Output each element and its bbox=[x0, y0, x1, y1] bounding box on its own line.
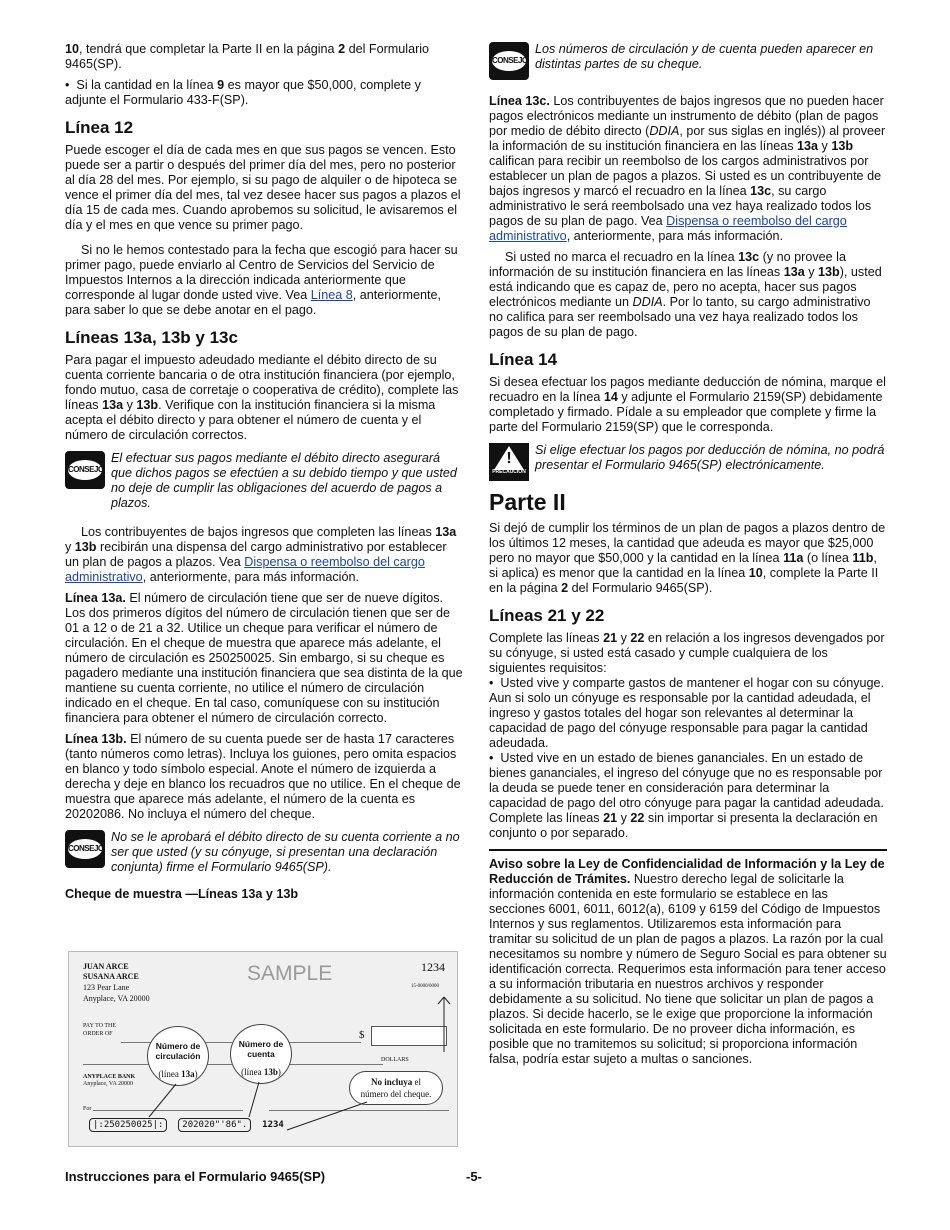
lineas21-paragraph-2: Complete las líneas 21 y 22 sin importar si presenta la declaración en conjunto o por separado. bbox=[489, 811, 878, 840]
check-address-2: Anyplace, VA 20000 bbox=[83, 994, 150, 1003]
check-address-1: 123 Pear Lane bbox=[83, 983, 130, 992]
linea12-paragraph-1: Puede escoger el día de cada mes en que sus pagos se vencen. Esto puede ser a partir o después del primer día del mes, pero no posterior al día 28 del mes. Por ejemplo, si su pago de alquiler o de hipoteca se vence el primer día del mes, tal vez desee hacer sus pagos a plazos el día 15 de cada mes. Cuando aprobemos su solicitud, le avisaremos el día y el mes en que vence su primer pago. bbox=[65, 143, 461, 232]
linea13b-paragraph: Línea 13b. El número de su cuenta puede ser de hasta 17 caracteres (tanto números como letras). Incluya los guiones, pero omita espacios en blanco y todo símbolo especial. Anote el número de izquierda a derecha y deje en blanco los recuadros que no utilice. En el cheque de muestra que aparece más adelante, el número de la cuenta es 20202086. No incluya el número del cheque. bbox=[65, 732, 461, 821]
link-dispensa-1[interactable]: Dispensa o reembolso del cargo administrativo bbox=[65, 555, 425, 584]
lineas13-paragraph-2: Los contribuyentes de bajos ingresos que completen las líneas 13a y 13b recibirán una dispensa del cargo administrativo por establecer un plan de pagos a plazos. Vea Dispensa o reembolso del cargo administrativo, anteriormente, para más información. bbox=[65, 525, 457, 584]
caution-text: Si elige efectuar los pagos por deducción de nómina, no podrá presentar el Formulario 9465(SP) electrónicamente. bbox=[535, 443, 885, 472]
check-fraction: 15-0000/0000 bbox=[411, 984, 440, 989]
tip-1-text: El efectuar sus pagos mediante el débito directo asegurará que dichos pagos se efectúen a su debido tiempo y que usted no deje de cumplir las obligaciones del acuerdo de pagos a plazos. bbox=[111, 451, 457, 510]
lineas21-paragraph: Complete las líneas 21 y 22 en relación a los ingresos devengados por su cónyuge, si usted está casado y cumple cualquiera de los siguientes requisitos: bbox=[489, 631, 885, 675]
left-column bbox=[65, 42, 463, 908]
sample-watermark: SAMPLE bbox=[247, 962, 333, 985]
linea13c-paragraph-2: Si usted no marca el recuadro en la línea 13c (y no provee la información de su institución financiera en las líneas 13a y 13b), usted está indicando que es capaz de, pero no acepta, hacer sus pagos electrónicos mediante un DDIA. Por lo tanto, su cargo administrativo no califica para ser reembolsado una vez haya realizado todos los pagos de su plan de pago. bbox=[489, 250, 882, 339]
account-number-callout: Número de cuenta (línea 13b) bbox=[230, 1024, 292, 1084]
memo-label: For bbox=[83, 1106, 92, 1112]
micr-check-number: 1234 bbox=[262, 1120, 284, 1130]
sample-check bbox=[68, 951, 458, 1147]
dollar-sign: $ bbox=[359, 1029, 365, 1041]
caution-icon: ! PRECAUCIÓN bbox=[489, 443, 529, 481]
tip-box-1 bbox=[65, 451, 463, 511]
heading-lineas-21-22: Líneas 21 y 22 bbox=[489, 606, 605, 625]
pay-to-label: PAY TO THE ORDER OF bbox=[83, 1023, 117, 1037]
linea13c-paragraph: Línea 13c. Los contribuyentes de bajos ingresos que no pueden hacer pagos electrónicos mediante un instrumento de débito (plan de pagos por medio de débito directo (DDIA, por sus siglas en inglés)) al proveer la información de su institución financiera en las líneas 13a y 13b califican para recibir un reembolso de los cargos administrativos por establecer un plan de pagos a plazos. Si usted es un contribuyente de bajos ingresos y marcó el recuadro en la línea 13c, su cargo administrativo le será reembolsado una vez haya realizado todos los pagos de su plan de pago. Vea Dispensa o reembolso del cargo administrativo, anteriormente, para más información. bbox=[489, 94, 886, 243]
callout-arrows bbox=[69, 952, 457, 1146]
bank-address: Anyplace, VA 20000 bbox=[83, 1081, 133, 1087]
parte2-paragraph: Si dejó de cumplir los términos de un plan de pagos a plazos dentro de los últimos 12 meses, la cantidad que adeuda es mayor que $25,000 pero no mayor que $50,000 y la cantidad en la línea 11a (o línea 11b, si aplica) es menor que la cantidad en la línea 10, complete la Parte II en la página 2 del Formulario 9465(SP). bbox=[489, 521, 886, 595]
footer-form-title: Instrucciones para el Formulario 9465(SP) bbox=[65, 1169, 326, 1184]
intro-bullet: • Si la cantidad en la línea 9 es mayor que $50,000, complete y adjunte el Formulario 433-F(SP). bbox=[65, 78, 421, 107]
tip-box-2 bbox=[65, 830, 463, 875]
linea12-paragraph-2: Si no le hemos contestado para la fecha que escogió para hacer su primer pago, puede enviarlo al Centro de Servicios del Servicio de Impuestos Internos a la dirección indicada anteriormente que corresponde al lugar donde usted vive. Vea Línea 8, anteriormente, para saber lo que se debe anotar en el pago. bbox=[65, 243, 458, 317]
bullet-1: • Usted vive y comparte gastos de mantener el hogar con su cónyuge. Aun si solo un cónyuge es responsable por la cantidad adeudada, el ingreso y gastos totales del hogar son relevantes al determinar la capacidad de pago del cónyuge responsable para pagar la cantidad adeudada. bbox=[489, 676, 885, 750]
check-number-callout: No incluya el número del cheque. bbox=[349, 1071, 443, 1105]
micr-account: 202020"'86". bbox=[178, 1118, 251, 1132]
check-name-1: JUAN ARCE bbox=[83, 962, 129, 971]
dollars-label: DOLLARS bbox=[381, 1057, 409, 1063]
bank-name: ANYPLACE BANK bbox=[83, 1074, 136, 1080]
lineas13-paragraph-1: Para pagar el impuesto adeudado mediante el débito directo de su cuenta corriente bancaria o de otra institución financiera (por ejemplo, fondo mutuo, casa de corretaje o cooperativa de crédito), complete las líneas 13a y 13b. Verifique con la institución financiera si la misma acepta el débito directo y para obtener el número de cuenta y el número de circulación correctos. bbox=[65, 353, 459, 442]
heading-lineas-13: Líneas 13a, 13b y 13c bbox=[65, 328, 238, 347]
tip-2-text: No se le aprobará el débito directo de su cuenta corriente a no ser que usted (y su cónyuge, si presentan una declaración conjunta) firme el Formulario 9465(SP). bbox=[111, 830, 460, 874]
footer-page-number: -5- bbox=[466, 1169, 482, 1184]
consejo-icon: CONSEJO bbox=[489, 42, 529, 80]
tip-3-text: Los números de circulación y de cuenta pueden aparecer en distintas partes de su cheque. bbox=[535, 42, 874, 71]
privacy-notice: Aviso sobre la Ley de Confidencialidad de Información y la Ley de Reducción de Trámites. Nuestro derecho legal de solicitarle la información contenida en este formulario se establece en las secciones 6001, 6011, 6012(a), 6109 y 6159 del Código de Impuestos Internos y sus reglamentos. Utilizaremos esta información para tramitar su solicitud de un plan de pagos a plazos. La razón por la cual necesitamos su nombre y número de Seguro Social es para obtener su identificación correcta. Requerimos esta información para tener acceso a su información tributaria en nuestros archivos y responder debidamente a su solicitud. No tiene que solicitar un plan de pagos a plazos. Si decide hacerlo, se le exige que proporcione la información solicitada en este formulario. De no proveer dicha información, es posible que no tramitemos su solicitud; si proporciona información falsa, podría estar sujeto a multas o sanciones. bbox=[489, 857, 887, 1066]
micr-line bbox=[89, 1120, 284, 1130]
check-name-2: SUSANA ARCE bbox=[83, 972, 139, 981]
check-caption: Cheque de muestra —Líneas 13a y 13b bbox=[65, 887, 299, 901]
routing-number-callout: Número de circulación (línea 13a) bbox=[147, 1026, 209, 1086]
link-dispensa-2[interactable]: Dispensa o reembolso del cargo administrativo bbox=[489, 214, 847, 243]
section-divider bbox=[489, 849, 887, 851]
caution-box bbox=[489, 443, 887, 481]
bullet-2: • Usted vive en un estado de bienes gananciales. En un estado de bienes gananciales, el ingreso del cónyuge que no es responsable por la deuda se puede tener en consideración para determinar la capacidad de pago del otro cónyuge para pagar la cantidad adeudada. bbox=[489, 751, 884, 810]
micr-routing: |:250250025|: bbox=[89, 1118, 167, 1132]
consejo-icon: CONSEJO bbox=[65, 451, 105, 489]
heading-linea-12: Línea 12 bbox=[65, 118, 134, 137]
heading-parte-2: Parte II bbox=[489, 489, 566, 515]
heading-linea-14: Línea 14 bbox=[489, 350, 558, 369]
linea13a-paragraph: Línea 13a. El número de circulación tiene que ser de nueve dígitos. Los dos primeros dígitos del número de circulación tienen que ser de 01 a 12 o de 21 a 32. Utilice un cheque para verificar el número de circulación. En el cheque de muestra que aparece más adelante, el número de circulación es 250250025. Sin embargo, si su cheque es pagadero mediante una institución financiera que sea distinta de la que mantiene su cuenta corriente, no utilice el número de circulación indicado en el cheque. En tal caso, comuníquese con su institución financiera para obtener el número de circulación correcto. bbox=[65, 591, 463, 725]
tip-box-3 bbox=[489, 42, 887, 80]
right-column bbox=[489, 42, 887, 1073]
link-linea-8[interactable]: Línea 8 bbox=[310, 288, 353, 302]
linea14-paragraph: Si desea efectuar los pagos mediante deducción de nómina, marque el recuadro en la línea 14 y adjunte el Formulario 2159(SP) debidamente completado y firmado. Pídale a su empleador que complete y firme la parte del Formulario 2159(SP) que le corresponda. bbox=[489, 375, 886, 434]
consejo-icon: CONSEJO bbox=[65, 830, 105, 868]
intro-paragraph: 10, tendrá que completar la Parte II en la página 2 del Formulario 9465(SP). bbox=[65, 42, 430, 71]
check-number: 1234 bbox=[421, 960, 445, 974]
